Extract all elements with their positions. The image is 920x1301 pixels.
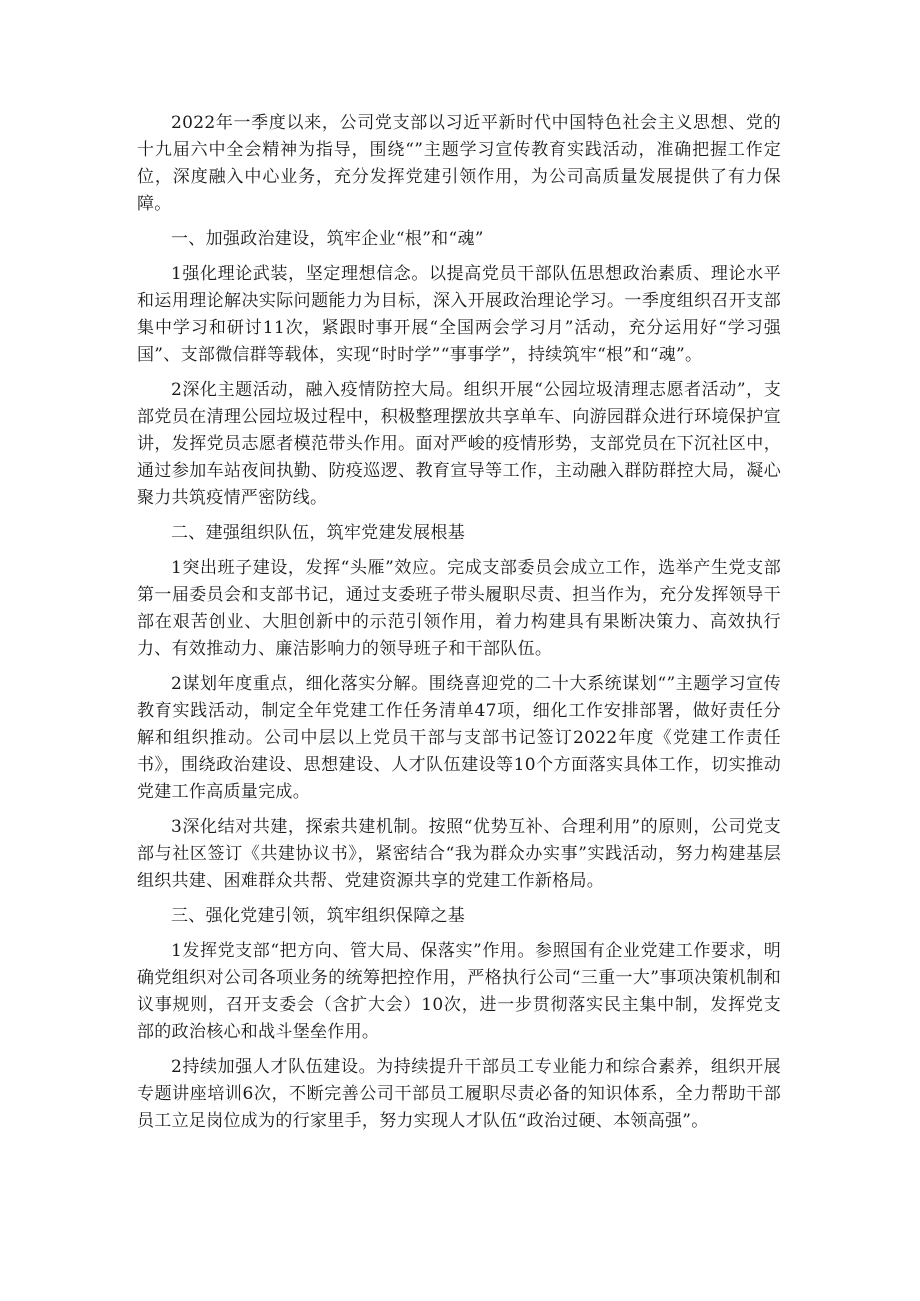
section-3-paragraph-1: 1发挥党支部“把方向、管大局、保落实”作用。参照国有企业党建工作要求，明确党组织对公司各项业务的统筹把控作用，严格执行公司“三重一大”事项决策机制和议事规则，召开支委会（含扩大会）10次，进一步贯彻落实民主集中制，发挥党支部的政治核心和战斗堡垒作用。 — [137, 941, 781, 1042]
section-2-paragraph-3: 3深化结对共建，探索共建机制。按照“优势互补、合理利用”的原则，公司党支部与社区签订《共建协议书》，紧密结合“我为群众办实事”实践活动，努力构建基层组织共建、困难群众共帮、党建资源共享的党建工作新格局。 — [137, 817, 781, 891]
section-3-paragraph-2: 2持续加强人才队伍建设。为持续提升干部员工专业能力和综合素养，组织开展专题讲座培训6次，不断完善公司干部员工履职尽责必备的知识体系，全力帮助干部员工立足岗位成为的行家里手，努力实现人才队伍“政治过硬、本领高强”。 — [137, 1057, 781, 1131]
section-1-paragraph-1: 1强化理论武装，坚定理想信念。以提高党员干部队伍思想政治素质、理论水平和运用理论解决实际问题能力为目标，深入开展政治理论学习。一季度组织召开支部集中学习和研讨11次，紧跟时事开展“全国两会学习月”活动，充分运用好“学习强国”、支部微信群等载体，实现“时时学”“事事学”，持续筑牢“根”和“魂”。 — [137, 264, 781, 365]
section-1-paragraph-2: 2深化主题活动，融入疫情防控大局。组织开展“公园垃圾清理志愿者活动”，支部党员在清理公园垃圾过程中，积极整理摆放共享单车、向游园群众进行环境保护宣讲，发挥党员志愿者模范带头作用。面对严峻的疫情形势，支部党员在下沉社区中，通过参加车站夜间执勤、防疫巡逻、教育宣导等工作，主动融入群防群控大局，凝心聚力共筑疫情严密防线。 — [137, 380, 781, 508]
document-body — [137, 110, 781, 1143]
section-3-heading: 三、强化党建引领，筑牢组织保障之基 — [171, 906, 466, 926]
section-1-heading: 一、加强政治建设，筑牢企业“根”和“魂” — [171, 229, 484, 249]
intro-paragraph: 2022年一季度以来，公司党支部以习近平新时代中国特色社会主义思想、党的十九届六中全会精神为指导，围绕“”主题学习宣传教育实践活动，准确把握工作定位，深度融入中心业务，充分发挥党建引领作用，为公司高质量发展提供了有力保障。 — [137, 113, 781, 214]
section-2-heading: 二、建强组织队伍，筑牢党建发展根基 — [171, 523, 466, 543]
section-2-paragraph-1: 1突出班子建设，发挥“头雁”效应。完成支部委员会成立工作，选举产生党支部第一届委员会和支部书记，通过支委班子带头履职尽责、担当作为，充分发挥领导干部在艰苦创业、大胆创新中的示范引领作用，着力构建具有果断决策力、高效执行力、有效推动力、廉洁影响力的领导班子和干部队伍。 — [137, 558, 781, 659]
section-2-paragraph-2: 2谋划年度重点，细化落实分解。围绕喜迎党的二十大系统谋划“”主题学习宣传教育实践活动，制定全年党建工作任务清单47项，细化工作安排部署，做好责任分解和组织推动。公司中层以上党员干部与支部书记签订2022年度《党建工作责任书》，围绕政治建设、思想建设、人才队伍建设等10个方面落实具体工作，切实推动党建工作高质量完成。 — [137, 674, 781, 802]
